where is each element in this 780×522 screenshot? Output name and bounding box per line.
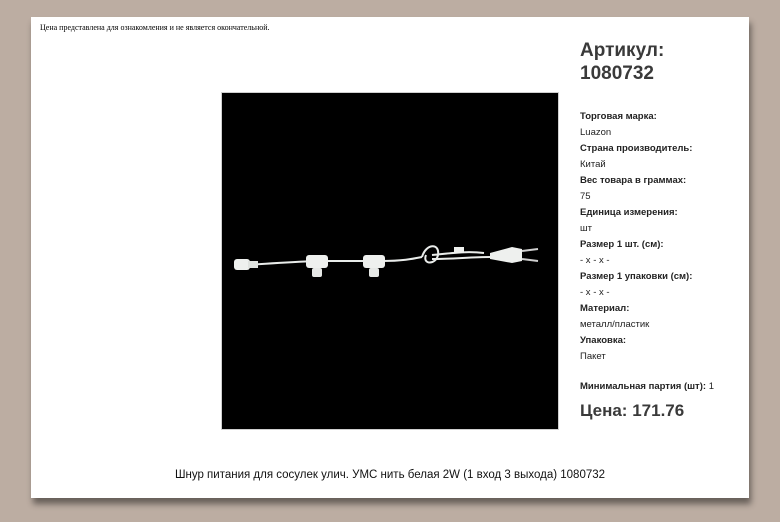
spec-country: Страна производитель: Китай <box>580 143 693 170</box>
spec-brand: Торговая марка: Luazon <box>580 111 657 138</box>
spec-item-size: Размер 1 шт. (см): - x - x - <box>580 239 664 266</box>
price <box>580 401 684 421</box>
spec-unit: Единица измерения: шт <box>580 207 678 234</box>
spec-weight: Вес товара в граммах: 75 <box>580 175 687 202</box>
article-number: 1080732 <box>580 63 654 84</box>
article-block <box>580 39 664 85</box>
product-sheet <box>31 17 749 498</box>
spec-list <box>580 109 745 365</box>
spec-packaging: Упаковка: Пакет <box>580 335 627 362</box>
product-photo <box>221 92 559 430</box>
product-title: Шнур питания для сосулек улич. УМС нить белая 2W (1 вход 3 выхода) 1080732 <box>174 469 606 481</box>
power-cord-image <box>222 93 558 429</box>
spec-package-size: Размер 1 упаковки (см): - x - x - <box>580 271 693 298</box>
min-batch-label: Минимальная партия (шт): <box>580 381 707 392</box>
price-label: Цена: <box>580 401 628 420</box>
price-disclaimer: Цена представлена для ознакомления и не является окончательной. <box>40 23 270 32</box>
spec-material: Материал: металл/пластик <box>580 303 650 330</box>
min-batch-value: 1 <box>708 381 714 392</box>
article-label: Артикул: <box>580 40 665 61</box>
min-batch <box>580 381 714 392</box>
price-value: 171.76 <box>632 401 685 420</box>
